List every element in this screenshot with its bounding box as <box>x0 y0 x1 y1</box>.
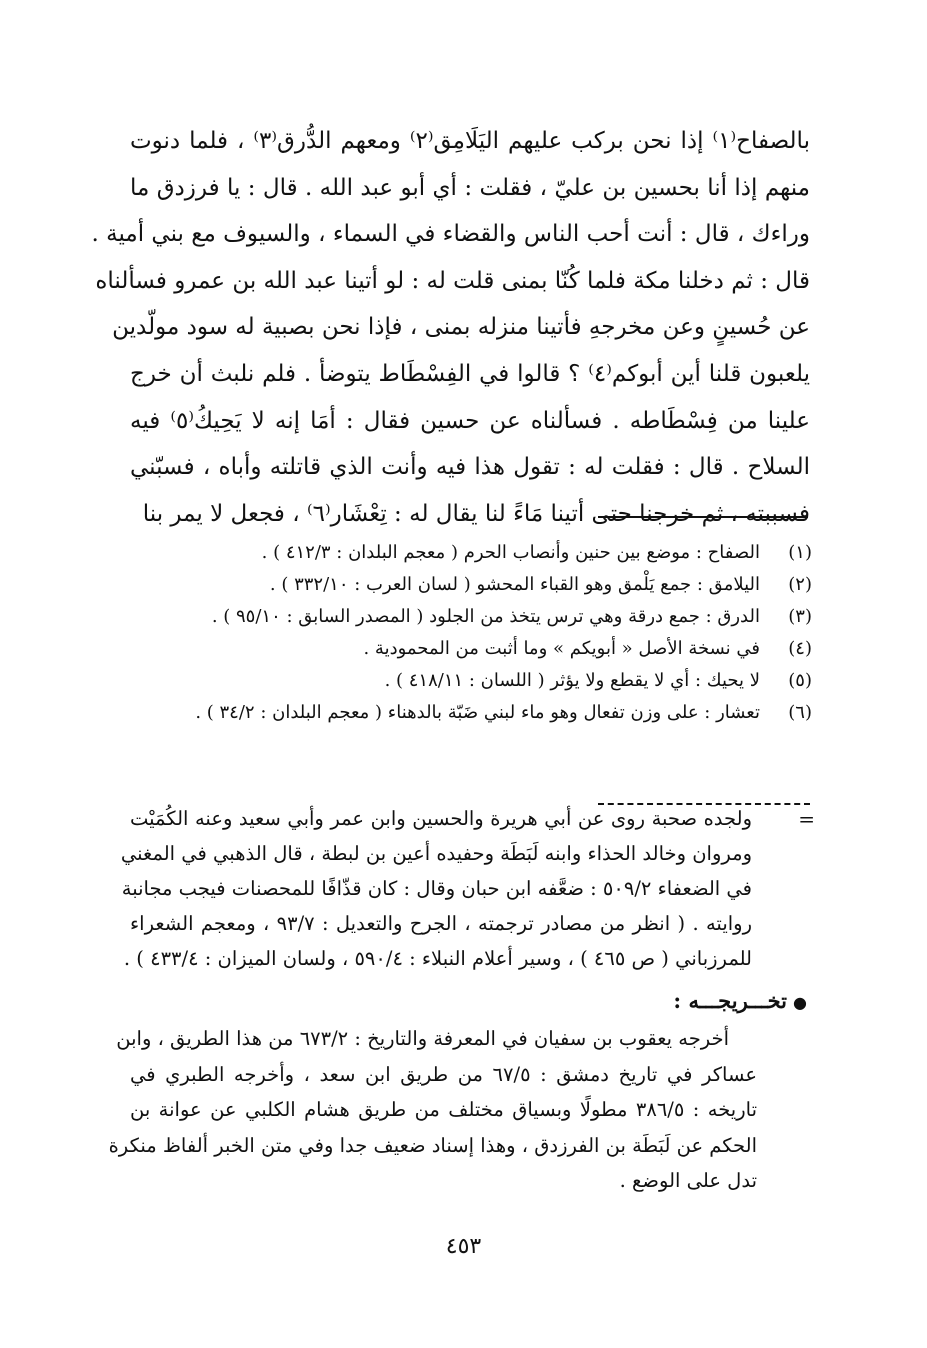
footnote-separator-rule <box>598 516 808 518</box>
continued-note-line: في الضعفاء ٥٠٩/٢ : ضعَّفه ابن حبان وقال : كان قذّافًا للمحصنات فيجب مجانبة <box>121 877 752 900</box>
footnote-number: (٤) <box>788 638 812 659</box>
main-text-line: علينا من فِسْطَاطه . فسألناه عن حسين فقال : أمَا إنه لا يَحِيكُ⁽٥⁾ فيه <box>130 407 811 434</box>
main-text-line: بالصفاح⁽١⁾ إذا نحن بركب عليهم اليَلَامِق⁽٢⁾ ومعهم الدُّرق⁽٣⁾ ، فلما دنوت <box>130 128 810 154</box>
main-text-block <box>91 118 811 537</box>
takhrij-line: تدل على الوضع . <box>619 1169 757 1193</box>
takhrij-line: الحكم عن لَبَطَة بن الفرزدق ، وهذا إسناد ضعيف جدا وفي متن الخبر ألفاظ منكرة <box>108 1133 757 1157</box>
footnote-text: لا يحيك : أي لا يقطع ولا يؤثر ( اللسان : ٤١٨/١١ ) . <box>384 670 760 691</box>
takhrij-heading <box>673 985 807 1019</box>
continued-note-text <box>120 800 752 975</box>
continued-note-line: ومروان وخالد الحذاء وابنه لَبَطَة وحفيده أعين بن لبطة ، قال الذهبي في المغني <box>120 842 752 865</box>
continued-note-line: للمرزباني ( ص ٤٦٥ ) ، وسير أعلام النبلاء : ٥٩٠/٤ ، ولسان الميزان : ٤٣٣/٤ ) . <box>123 947 752 970</box>
footnote-text: الصفاح : موضع بين حنين وأنصاب الحرم ( معجم البلدان : ٤١٢/٣ ) . <box>261 542 760 563</box>
footnote-text: الدرق : جمع درقة وهي ترس يتخذ من الجلود ( المصدر السابق : ٩٥/١٠ ) . <box>211 606 760 627</box>
page-number: ٤٥٣ <box>445 1234 482 1259</box>
footnotes-list <box>130 537 812 729</box>
main-text-line: عن حُسينٍ وعن مخرجهِ فأتينا منزله بمنى ، فإذا نحن بصبية له سود مولّدين <box>112 314 810 341</box>
footnote-number: (١) <box>788 542 812 563</box>
footnote-text: في نسخة الأصل « أبويكم » وما أثبت من المحمودية . <box>363 638 760 659</box>
continued-note-line: ولجده صحبة روى عن أبي هريرة والحسين وابن عمر وأبي سعيد وعنه الكُمَيْت <box>130 807 752 830</box>
footnote-number: (٥) <box>788 670 812 691</box>
takhrij-line: عساكر في تاريخ دمشق : ٦٧/٥ من طريق ابن سعد ، وأخرجه الطبري في <box>130 1062 757 1086</box>
footnote <box>130 665 812 697</box>
main-text-line: قال : ثم دخلنا مكة فلما كُنّا بمنى قلت له : لو أتينا عبد الله بن عمرو فسألناه <box>95 267 810 294</box>
footnote-text: تعشار : على وزن تفعال وهو ماء لبني ضَبّة بالدهناء ( معجم البلدان : ٣٤/٢ ) . <box>195 702 760 723</box>
footnote <box>130 633 812 665</box>
takhrij-heading-text: تخـــريجـــه : <box>673 988 788 1013</box>
footnote-text: اليلامق : جمع يَلْمق وهو القباء المحشو ( لسان العرب : ٣٣٢/١٠ ) . <box>269 574 760 595</box>
footnote <box>130 697 812 729</box>
footnote-number: (٣) <box>788 606 812 627</box>
takhrij-text-block <box>108 1021 757 1199</box>
main-text-line: وراءك ، قال : أنت أحب الناس والقضاء في السماء ، والسيوف مع بني أمية . <box>91 221 810 248</box>
continuation-marker: = <box>798 807 815 831</box>
main-text-line: منهم إذا أنا بحسين بن عليّ ، فقلت : أي أبو عبد الله . قال : يا فرزدق ما <box>130 174 810 201</box>
footnote <box>130 537 812 569</box>
takhrij-line: تاريخه : ٣٨٦/٥ مطولًا وبسياق مختلف من طريق هشام الكلبي عن عوانة بن <box>130 1098 757 1122</box>
footnote-number: (٦) <box>788 702 812 723</box>
footnote <box>130 601 812 633</box>
main-text-line: السلاح . قال : فقلت له : تقول هذا فيه وأنت الذي قاتلته وأباه ، فسبّني <box>130 454 810 481</box>
main-text-line: فسببته ، ثم خرجنا حتى أتينا مَاءً لنا يقال له : تِعْشَار⁽٦⁾ ، فجعل لا يمر بنا <box>142 500 810 527</box>
continued-note-line: روايته . ( انظر من مصادر ترجمته ، الجرح والتعديل : ٩٣/٧ ، ومعجم الشعراء <box>130 912 752 935</box>
bullet-icon: ● <box>793 993 807 1012</box>
footnote <box>130 569 812 601</box>
takhrij-line: أخرجه يعقوب بن سفيان في المعرفة والتاريخ : ٦٧٣/٢ من هذا الطريق ، وابن <box>116 1027 729 1050</box>
footnote-number: (٢) <box>788 574 812 595</box>
main-text-line: يلعبون قلنا أين أبوكم⁽٤⁾ ؟ قالوا في الفِسْطَاط يتوضأ . فلم نلبث أن خرج <box>130 360 810 387</box>
